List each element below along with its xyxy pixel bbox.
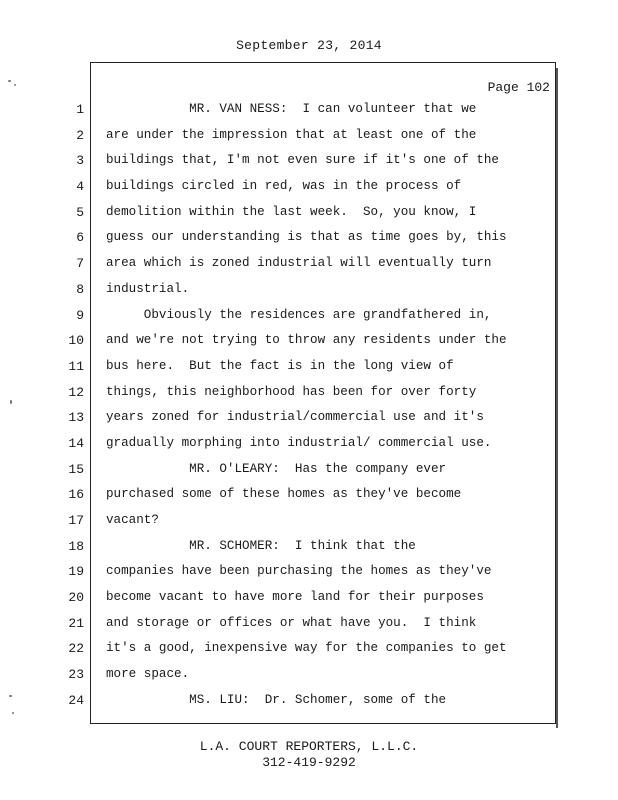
- transcript-line: it's a good, inexpensive way for the companies to get: [106, 641, 507, 656]
- line-number: 2: [76, 127, 84, 143]
- transcript-line: buildings circled in red, was in the process of: [106, 179, 462, 194]
- line-number: 16: [68, 487, 84, 503]
- transcript-line: Obviously the residences are grandfathered in,: [106, 307, 492, 322]
- transcript-line: MR. VAN NESS: I can volunteer that we: [106, 102, 477, 116]
- scan-speck: [10, 400, 12, 404]
- transcript-line: demolition within the last week. So, you know, I: [106, 204, 477, 219]
- transcript-line: and storage or offices or what have you. I think: [106, 615, 477, 630]
- court-reporter-name: L.A. COURT REPORTERS, L.L.C.: [199, 739, 419, 754]
- transcript-line: and we're not trying to throw any residents under the: [106, 333, 507, 348]
- transcript-date: September 23, 2014: [236, 38, 382, 53]
- frame-shadow: [556, 68, 558, 728]
- transcript-line: things, this neighborhood has been for over forty: [106, 384, 477, 399]
- scan-speck: [8, 80, 11, 82]
- line-number: 17: [68, 513, 84, 528]
- line-number-column: [40, 97, 84, 714]
- transcript-line: MS. LIU: Dr. Schomer, some of the: [106, 692, 447, 707]
- transcript-line: companies have been purchasing the homes as they've: [106, 564, 492, 579]
- court-reporter-phone: 312-419-9292: [262, 755, 356, 770]
- line-number: 24: [68, 692, 84, 708]
- line-number: 20: [68, 590, 84, 606]
- line-number: 15: [68, 461, 84, 477]
- line-number: 8: [76, 281, 84, 297]
- line-number: 10: [68, 333, 84, 349]
- transcript-line: become vacant to have more land for their purposes: [106, 590, 484, 605]
- transcript-line: years zoned for industrial/commercial use and it's: [106, 410, 484, 425]
- line-number: 22: [68, 641, 84, 657]
- transcript-text-column: [106, 97, 546, 714]
- transcript-line: guess our understanding is that as time goes by, this: [106, 230, 507, 245]
- transcript-line: more space.: [106, 667, 190, 682]
- transcript-line: bus here. But the fact is in the long view of: [106, 358, 454, 373]
- line-number: 18: [68, 538, 84, 554]
- line-number: 14: [68, 435, 84, 451]
- transcript-line: industrial.: [106, 281, 190, 296]
- line-number: 1: [76, 102, 84, 117]
- scan-speck: [9, 695, 12, 697]
- line-number: 11: [68, 358, 84, 374]
- transcript-line: vacant?: [106, 513, 159, 527]
- transcript-line: gradually morphing into industrial/ commercial use.: [106, 435, 492, 450]
- transcript-line: MR. O'LEARY: Has the company ever: [106, 461, 447, 476]
- transcript-line: buildings that, I'm not even sure if it's one of the: [106, 153, 499, 168]
- line-number: 19: [68, 564, 84, 580]
- line-number: 3: [76, 153, 84, 169]
- transcript-line: MR. SCHOMER: I think that the: [106, 538, 416, 553]
- scan-speck: [12, 712, 14, 714]
- transcript-line: area which is zoned industrial will eventually turn: [106, 256, 492, 271]
- line-number: 9: [76, 307, 84, 323]
- transcript-line: purchased some of these homes as they've become: [106, 487, 462, 502]
- line-number: 13: [68, 410, 84, 426]
- transcript-line: are under the impression that at least one of the: [106, 127, 477, 142]
- line-number: 4: [76, 179, 84, 195]
- line-number: 12: [68, 384, 84, 400]
- line-number: 6: [76, 230, 84, 246]
- line-number: 7: [76, 256, 84, 272]
- line-number: 21: [68, 615, 84, 631]
- line-number: 5: [76, 204, 84, 220]
- line-number: 23: [68, 667, 84, 683]
- scan-speck: [14, 84, 16, 86]
- page-number: Page 102: [487, 80, 550, 95]
